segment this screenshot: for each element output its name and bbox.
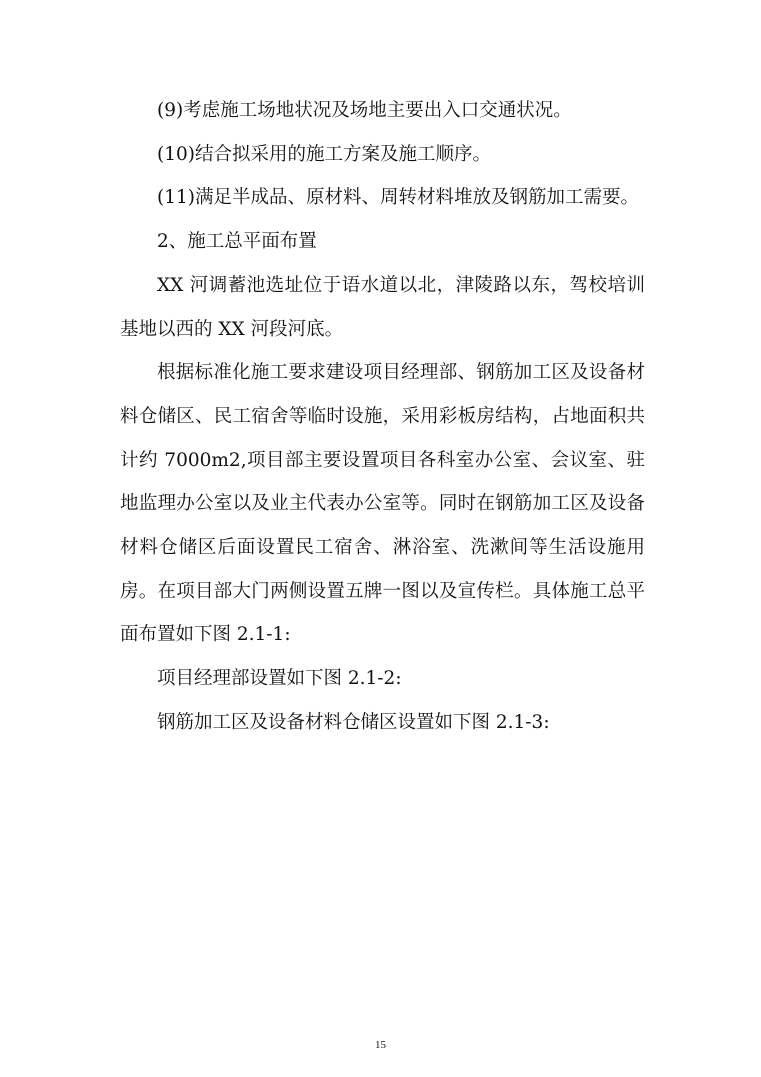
body-text [120,89,645,745]
paragraph-figure-2-1-3: 钢筋加工区及设备材料仓储区设置如下图 2.1-3: [157,711,550,733]
paragraph-item-9: (9)考虑施工场地状况及场地主要出入口交通状况。 [157,100,572,121]
paragraph-item-11: (11)满足半成品、原材料、周转材料堆放及钢筋加工需要。 [157,187,639,209]
paragraph-item-10: (10)结合拟采用的施工方案及施工顺序。 [157,143,491,165]
section-heading: 2、施工总平面布置 [157,231,317,253]
page-number: 15 [375,1039,386,1051]
paragraph-layout-description: 根据标准化施工要求建设项目经理部、钢筋加工区及设备材料仓储区、民工宿舍等临时设施，采用彩板房结构，占地面积共计约 7000m2,项目部主要设置项目各科室办公室、会议室、驻地监理办公室以及业主代表办公室等。同时在钢筋加工区及设备材料仓储区后面设置民工宿舍、淋浴室、洗漱间等生活设施用房。在项目部大门两侧设置五牌一图以及宣传栏。具体施工总平面布置如下图 2.1-1: [120,362,645,646]
paragraph-figure-2-1-2: 项目经理部设置如下图 2.1-2: [157,668,402,690]
paragraph-site-location: XX 河调蓄池选址位于语水道以北，津陵路以东，驾校培训基地以西的 XX 河段河底。 [120,274,645,340]
